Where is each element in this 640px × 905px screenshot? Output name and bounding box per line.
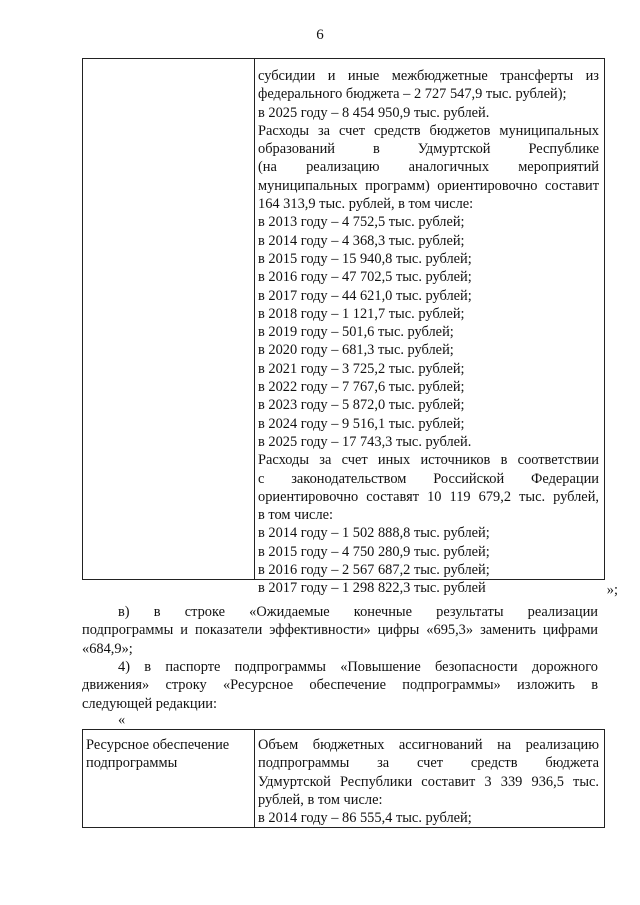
- table-top-border: [82, 58, 605, 59]
- text-line: «684,9»;: [82, 640, 133, 657]
- page-number: 6: [316, 27, 324, 43]
- text-line: федерального бюджета – 2 727 547,9 тыс. рублей);: [258, 86, 567, 103]
- text-line: подпрограммы за счет средств бюджета: [258, 755, 599, 772]
- text-line: в 2023 году – 5 872,0 тыс. рублей;: [258, 397, 465, 414]
- funding-table-continued: [82, 58, 605, 597]
- text-line: в 2021 году – 3 725,2 тыс. рублей;: [258, 360, 465, 377]
- text-line: в 2013 году – 4 752,5 тыс. рублей;: [258, 214, 465, 231]
- table-right-border: [604, 58, 605, 580]
- text-line: в 2017 году – 1 298 822,3 тыс. рублей: [258, 580, 486, 597]
- table-column-divider: [254, 58, 255, 580]
- text-line: в 2019 году – 501,6 тыс. рублей;: [258, 324, 454, 341]
- row-header-line: Ресурсное обеспечение: [86, 737, 230, 753]
- text-line: в) в строке «Ожидаемые конечные результаты реализации: [118, 604, 598, 620]
- text-line: движения» строку «Ресурсное обеспечение подпрограммы» изложить в: [82, 677, 598, 694]
- text-line: в 2014 году – 1 502 888,8 тыс. рублей;: [258, 525, 490, 542]
- text-line: образований в Удмуртской Республике: [258, 141, 599, 158]
- text-line: Удмуртской Республики составит 3 339 936,5 тыс.: [258, 773, 599, 790]
- text-line: Расходы за счет иных источников в соответствии: [258, 452, 599, 469]
- opening-quote-mark: «: [118, 712, 126, 728]
- table-column-divider: [254, 729, 255, 828]
- table-top-border: [82, 729, 605, 730]
- text-line: ориентировочно составят 10 119 679,2 тыс. рублей,: [258, 488, 599, 505]
- table-left-border: [82, 58, 83, 580]
- text-line: в 2018 году – 1 121,7 тыс. рублей;: [258, 305, 465, 322]
- text-line: Объем бюджетных ассигнований на реализацию: [258, 737, 599, 753]
- amendment-paragraph-4: [82, 658, 598, 713]
- text-line: (на реализацию аналогичных мероприятий: [258, 159, 599, 176]
- text-line: 4) в паспорте подпрограммы «Повышение безопасности дорожного: [118, 659, 598, 675]
- closing-quote-mark: »;: [606, 582, 618, 598]
- text-line: в том числе:: [258, 507, 334, 524]
- funding-description-cell: [258, 67, 599, 598]
- text-line: в 2022 году – 7 767,6 тыс. рублей;: [258, 379, 465, 396]
- text-line: муниципальных программ) ориентировочно составит: [258, 177, 599, 194]
- row-header-line: подпрограммы: [86, 755, 178, 772]
- text-line: в 2014 году – 4 368,3 тыс. рублей;: [258, 232, 465, 249]
- table-right-border: [604, 729, 605, 828]
- text-line: в 2025 году – 17 743,3 тыс. рублей.: [258, 433, 472, 450]
- row-value-cell: [258, 736, 599, 827]
- text-line: в 2024 году – 9 516,1 тыс. рублей;: [258, 415, 465, 432]
- text-line: в 2016 году – 2 567 687,2 тыс. рублей;: [258, 562, 490, 579]
- text-line: в 2016 году – 47 702,5 тыс. рублей;: [258, 269, 472, 286]
- text-line: в 2025 году – 8 454 950,9 тыс. рублей.: [258, 104, 490, 121]
- text-line: в 2020 году – 681,3 тыс. рублей;: [258, 342, 454, 359]
- row-header-cell: [86, 736, 251, 773]
- resource-provision-table: [82, 729, 605, 828]
- text-line: субсидии и иные межбюджетные трансферты из: [258, 68, 599, 84]
- text-line: в 2015 году – 15 940,8 тыс. рублей;: [258, 250, 472, 267]
- text-line: следующей редакции:: [82, 695, 217, 712]
- text-line: в 2014 году – 86 555,4 тыс. рублей;: [258, 810, 472, 827]
- text-line: Расходы за счет средств бюджетов муниципальных: [258, 122, 599, 139]
- text-line: 164 313,9 тыс. рублей, в том числе:: [258, 196, 474, 213]
- text-line: рублей, в том числе:: [258, 791, 383, 808]
- amendment-paragraph-v: [82, 603, 598, 658]
- text-line: с законодательством Российской Федерации: [258, 470, 599, 487]
- text-line: в 2015 году – 4 750 280,9 тыс. рублей;: [258, 543, 490, 560]
- text-line: в 2017 году – 44 621,0 тыс. рублей;: [258, 287, 472, 304]
- table-left-border: [82, 729, 83, 828]
- text-line: подпрограммы и показатели эффективности» цифры «695,3» заменить цифрами: [82, 622, 598, 639]
